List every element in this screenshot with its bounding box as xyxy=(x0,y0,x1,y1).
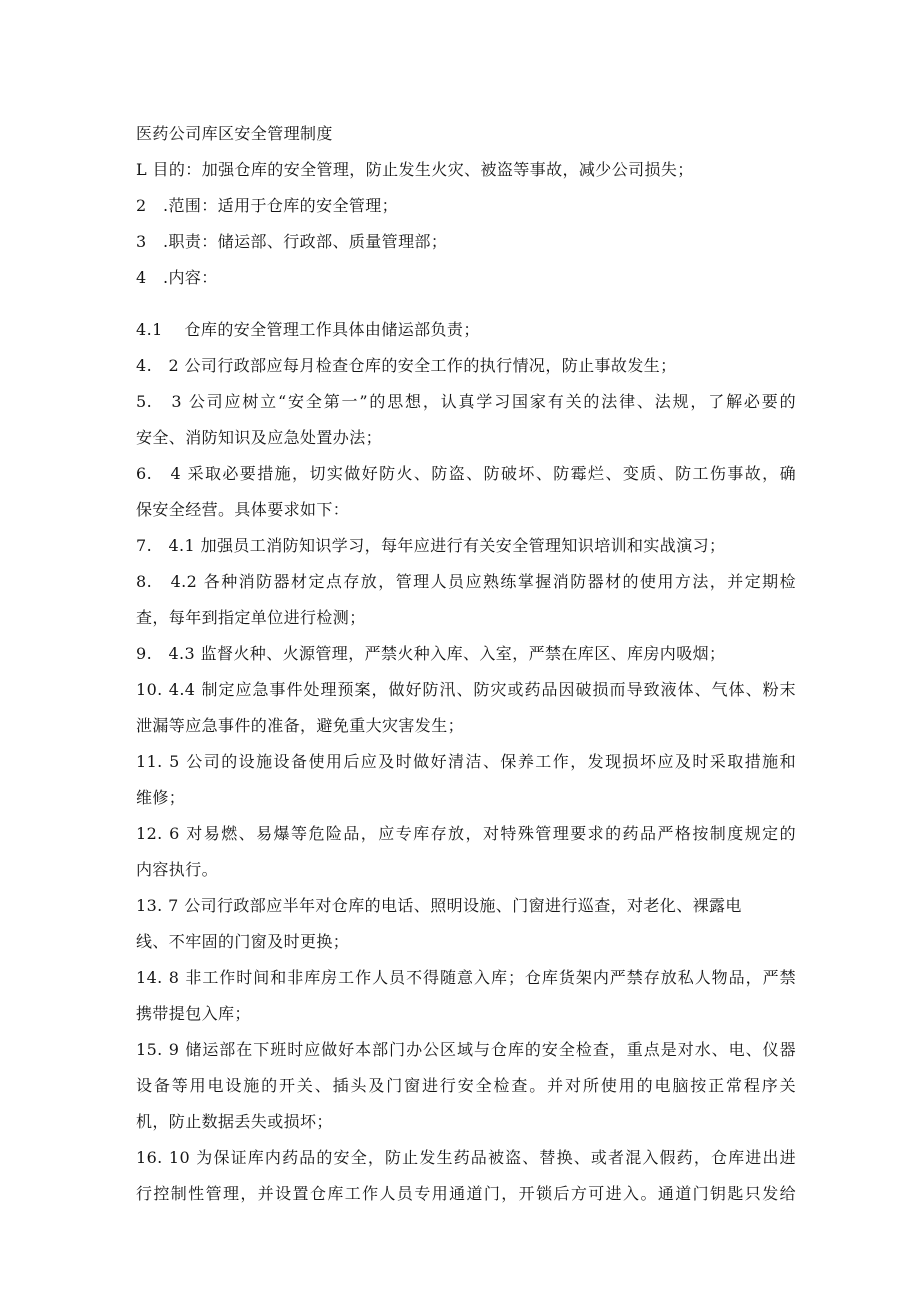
section-gap xyxy=(136,296,796,312)
content-line: 8. 4.2 各种消防器材定点存放，管理人员应熟练掌握消防器材的使用方法，并定期检 xyxy=(136,572,796,591)
content-line: 16. 10 为保证库内药品的安全，防止发生药品被盗、替换、或者混入假药，仓库进出进 xyxy=(136,1148,796,1167)
content-line: 维修； xyxy=(136,788,186,807)
document-body xyxy=(136,116,796,1212)
content-line: 5. 3 公司应树立“安全第一”的思想，认真学习国家有关的法律、法规，了解必要的 xyxy=(136,392,796,411)
content-line: 7. 4.1 加强员工消防知识学习，每年应进行有关安全管理知识培训和实战演习； xyxy=(136,536,726,555)
content-line: 线、不牢固的门窗及时更换； xyxy=(136,932,350,951)
content-line: 安全、消防知识及应急处置办法； xyxy=(136,428,383,447)
content-line: 保安全经营。具体要求如下： xyxy=(136,500,350,519)
content-line: 设备等用电设施的开关、插头及门窗进行安全检查。并对所使用的电脑按正常程序关 xyxy=(136,1076,796,1095)
content-line: 13. 7 公司行政部应半年对仓库的电话、照明设施、门窗进行巡查，对老化、裸露电 xyxy=(136,896,742,915)
document-title: 医药公司库区安全管理制度 xyxy=(136,124,333,143)
header-item-scope: 2 .范围：适用于仓库的安全管理； xyxy=(136,196,399,215)
content-line: 泄漏等应急事件的准备，避免重大灾害发生； xyxy=(136,716,465,735)
content-line: 行控制性管理，并设置仓库工作人员专用通道门，开锁后方可进入。通道门钥匙只发给 xyxy=(136,1184,796,1203)
content-line: 查，每年到指定单位进行检测； xyxy=(136,608,366,627)
content-line: 机，防止数据丢失或损坏； xyxy=(136,1112,333,1131)
content-line: 14. 8 非工作时间和非库房工作人员不得随意入库；仓库货架内严禁存放私人物品，严禁 xyxy=(136,968,796,987)
header-item-purpose: L 目的：加强仓库的安全管理，防止发生火灾、被盗等事故，减少公司损失； xyxy=(136,160,694,179)
content-line: 11. 5 公司的设施设备使用后应及时做好清洁、保养工作，发现损坏应及时采取措施和 xyxy=(136,752,796,771)
content-line: 4. 2 公司行政部应每月检查仓库的安全工作的执行情况，防止事故发生； xyxy=(136,356,677,375)
content-line: 9. 4.3 监督火种、火源管理，严禁火种入库、入室，严禁在库区、库房内吸烟； xyxy=(136,644,726,663)
content-line: 15. 9 储运部在下班时应做好本部门办公区域与仓库的安全检查，重点是对水、电、仪器 xyxy=(136,1040,796,1059)
header-item-content: 4 .内容： xyxy=(136,268,218,287)
content-line: 12. 6 对易燃、易爆等危险品，应专库存放，对特殊管理要求的药品严格按制度规定的 xyxy=(136,824,796,843)
header-item-responsibility: 3 .职责：储运部、行政部、质量管理部； xyxy=(136,232,448,251)
content-line: 4.1 仓库的安全管理工作具体由储运部负责； xyxy=(136,320,480,339)
content-line: 10. 4.4 制定应急事件处理预案，做好防汛、防灾或药品因破损而导致液体、气体、粉末 xyxy=(136,680,796,699)
content-line: 内容执行。 xyxy=(136,860,219,879)
content-line: 携带提包入库； xyxy=(136,1004,251,1023)
content-line: 6. 4 采取必要措施，切实做好防火、防盗、防破坏、防霉烂、变质、防工伤事故，确 xyxy=(136,464,796,483)
